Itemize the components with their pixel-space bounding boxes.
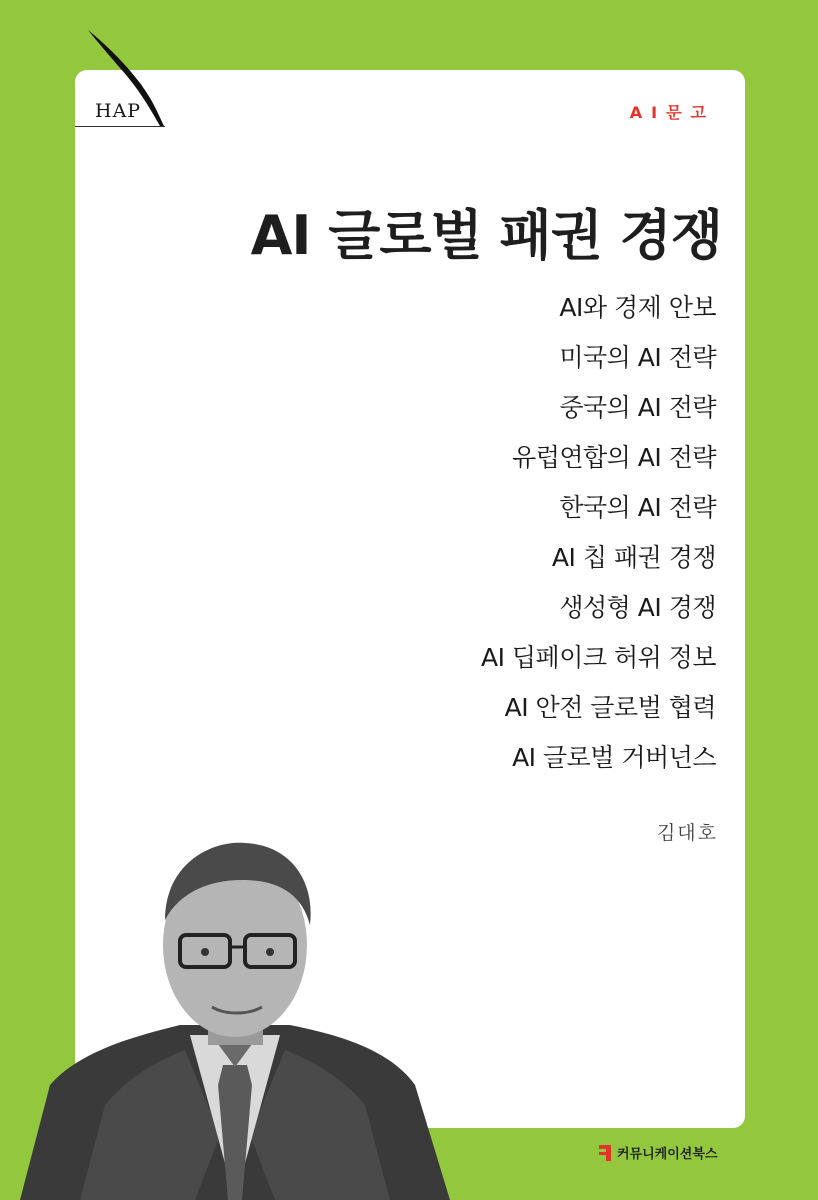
publisher-name: 커뮤니케이션북스 (617, 1147, 718, 1162)
series-label: AI문고 (629, 103, 715, 122)
topic-item: 생성형 AI 경쟁 (559, 593, 716, 622)
publisher-logo-icon (599, 1145, 611, 1161)
publisher (599, 1143, 717, 1162)
author-portrait (20, 835, 450, 1200)
book-title: AI 글로벌 패권 경쟁 (250, 204, 722, 267)
imprint-label: HAP (95, 100, 142, 122)
topic-item: 미국의 AI 전략 (559, 343, 716, 372)
topic-list (481, 283, 716, 783)
topic-item: AI와 경제 안보 (559, 293, 716, 322)
author-name: 김대호 (656, 822, 718, 844)
topic-item: 한국의 AI 전략 (559, 493, 716, 522)
topic-item: 유럽연합의 AI 전략 (512, 443, 716, 472)
topic-item: AI 글로벌 거버넌스 (512, 743, 716, 772)
imprint-rule (75, 126, 165, 127)
topic-item: AI 딥페이크 허위 정보 (480, 643, 716, 672)
topic-item: 중국의 AI 전략 (559, 393, 716, 422)
topic-item: AI 안전 글로벌 협력 (504, 693, 716, 722)
topic-item: AI 칩 패권 경쟁 (551, 543, 716, 572)
